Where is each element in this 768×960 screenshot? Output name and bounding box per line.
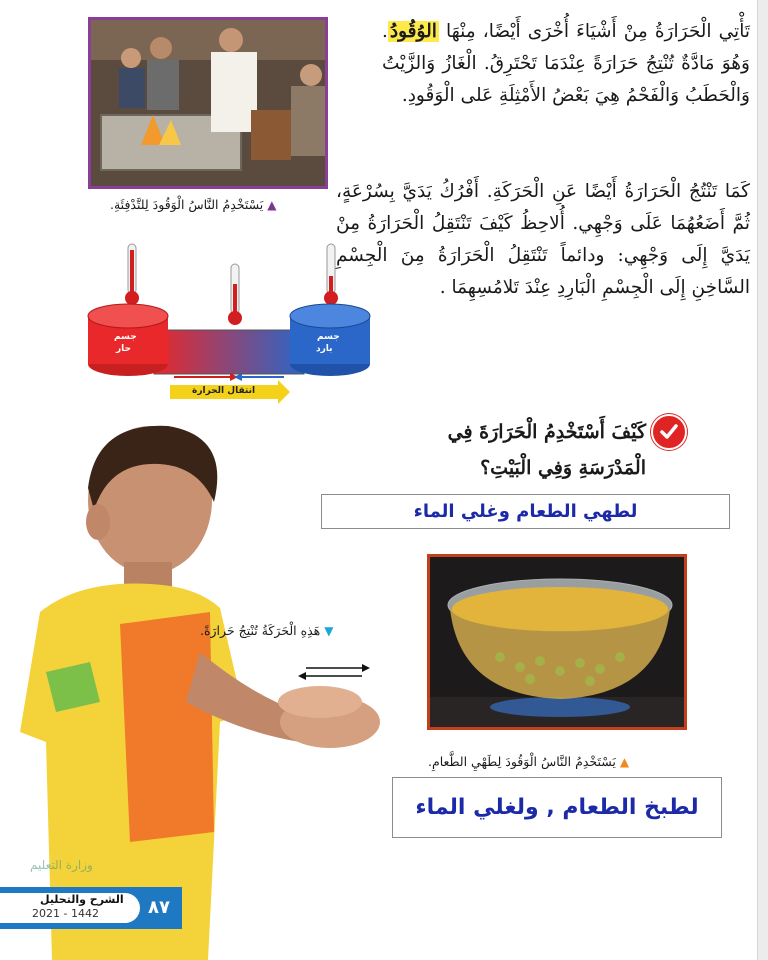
label-heat-transfer: انتقال الحرارة <box>192 386 256 396</box>
caption-fuel-heating-text: يَسْتَخْدِمُ النَّاسُ الْوَقُودَ لِلتَّدْفِئَةِ. <box>110 197 264 212</box>
pot-on-stove-illustration <box>430 557 687 730</box>
label-hot-object-2: حار <box>116 344 132 354</box>
caption-motion-heat-text: هَذِهِ الْحَرَكَةُ تُنْتِجُ حَرارَةً. <box>200 623 321 638</box>
boy-rubbing-hands-illustration <box>0 412 390 960</box>
heat-transfer-graphic <box>84 236 374 408</box>
question-line-2: الْمَدْرَسَةِ وَفِي الْبَيْتِ؟ <box>480 457 646 479</box>
check-mark-icon <box>651 414 687 450</box>
paragraph-motion-heat: كَمَا تَنْتُجُ الْحَرَارَةُ أَيْضًا عَنِ الْحَرَكَةِ. أَفْرُكُ يَدَيَّ بِسُرْعَةٍ، ثُمَّ أَضَعُهُمَا عَلَى وَجْهِي. أُلاحِظُ كَيْفَ تَنْتَقِلُ الْحَرَارَةُ مِنْ يَدَيَّ إِلَى وَجْهِي: ودائماً تَنْتَقِلُ الْحَرَارَةُ مِنَ الْجِسْمِ السَّاخِنِ إِلَى الْجِسْمِ الْبَارِدِ عِنْدَ تَلامُسِهِمَا . <box>336 181 750 298</box>
heat-transfer-diagram <box>84 236 374 408</box>
highlighted-term-fuel: الوُقُودُ <box>389 21 437 42</box>
label-hot-object-1: جسم <box>114 332 137 342</box>
label-cold-object-2: بارد <box>316 344 333 354</box>
caption-fuel-cooking <box>428 754 629 769</box>
answer-box-typed[interactable]: لطهي الطعام وغلي الماء <box>321 494 730 529</box>
thermometer-middle-icon <box>228 264 242 325</box>
caption-fuel-cooking-text: يَسْتَخْدِمُ النَّاسُ الْوَقُودَ لِطَهْيِ الطَّعامِ. <box>428 754 616 769</box>
photo-people-by-fire <box>88 17 328 189</box>
thermometer-hot-icon <box>125 244 139 305</box>
footer-title: الشرح والتحليل <box>40 893 124 906</box>
answer-box-handwritten[interactable]: لطبخ الطعام , ولغلي الماء <box>392 777 722 838</box>
paragraph-fuel-text-end: . وَهُوَ مَادَّةٌ تُنْتِجُ حَرَارَةً عِنْدَمَا تَحْتَرِقُ. الْغَازُ وَالزَّيْتُ وَالْحَطَبُ وَالْفَحْمُ هِيَ بَعْضُ الأَمْثِلَةِ عَلى الْوَقُودِ. <box>382 21 750 106</box>
label-cold-object-1: جسم <box>317 332 340 342</box>
page-edge <box>757 0 768 960</box>
paragraph-fuel-text-start: تَأْتِي الْحَرَارَةُ مِنْ أَشْيَاءَ أُخْرَى أَيْضًا، مِنْهَا <box>438 21 750 42</box>
triangle-marker-icon: ▲ <box>619 755 630 769</box>
question-line-1: كَيْفَ أَسْتَخْدِمُ الْحَرَارَةَ فِي <box>447 421 646 443</box>
paragraph-fuel <box>382 16 750 112</box>
ministry-watermark: وزارة التعليم <box>30 858 93 872</box>
caption-fuel-heating <box>110 197 277 212</box>
triangle-marker-icon: ▲ <box>267 198 277 212</box>
photo-pot-on-stove <box>427 554 687 730</box>
triangle-marker-icon: ▼ <box>324 624 334 638</box>
page-number: ٨٧ <box>148 897 170 918</box>
footer-year: 2021 - 1442 <box>32 907 99 920</box>
fire-scene-illustration <box>91 20 328 189</box>
caption-motion-heat <box>200 623 334 638</box>
thermometer-cold-icon <box>324 244 338 305</box>
